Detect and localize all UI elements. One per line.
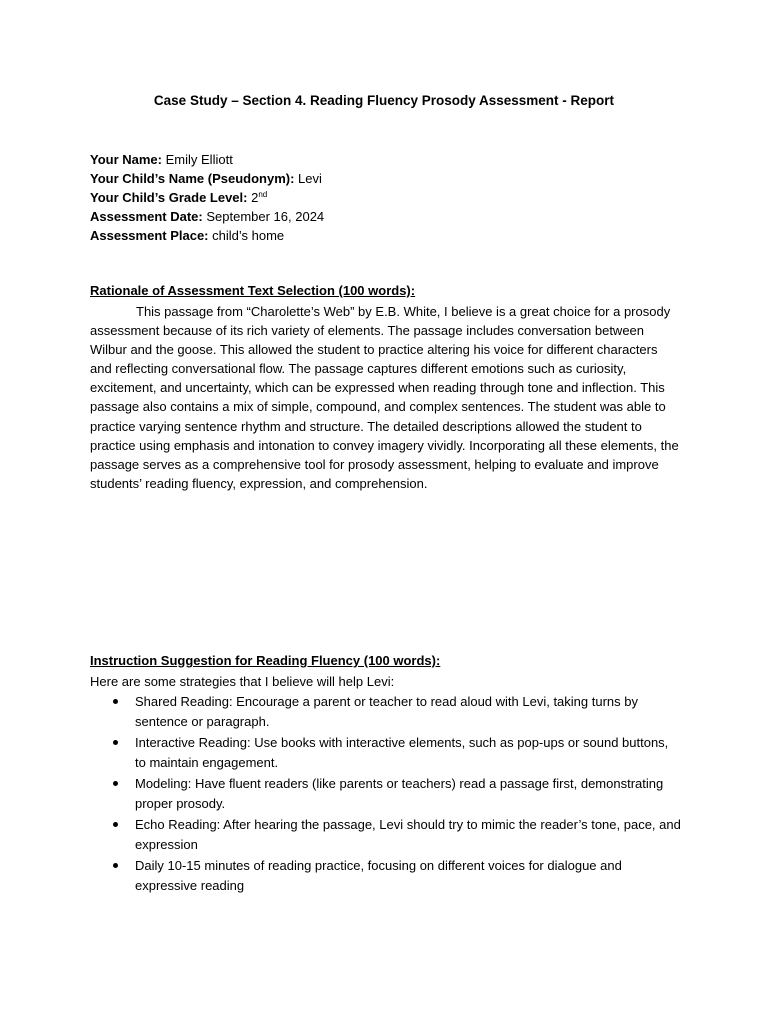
list-item-text: Daily 10-15 minutes of reading practice, focusing on different voices for dialogue and expressive reading xyxy=(135,858,622,893)
rationale-paragraph: This passage from “Charolette’s Web” by E.B. White, I believe is a great choice for a prosody assessment because of its rich variety of elements. The passage includes conversation between Wilbur and the goose. This allowed the student to practice altering his voice for different characters and reflecting conversational flow. The passage captures different emotions such as curiosity, excitement, and uncertainty, which can be expressed when reading through tone and inflection. This passage also contains a mix of simple, compound, and complex sentences. The student was able to practice varying sentence rhythm and structure. The detailed descriptions allowed the student to practice using emphasis and intonation to convey imagery vividly. Incorporating all these elements, the passage serves as a comprehensive tool for prosody assessment, helping to evaluate and improve students’ reading fluency, expression, and comprehension. xyxy=(90,304,679,491)
grade-label: Your Child’s Grade Level: xyxy=(90,190,248,205)
grade-suffix: nd xyxy=(258,190,268,199)
date-value: September 16, 2024 xyxy=(206,209,325,224)
list-item-text: Interactive Reading: Use books with interactive elements, such as pop-ups or sound buttons, to maintain engagement. xyxy=(135,735,669,770)
list-item xyxy=(90,774,682,813)
list-item xyxy=(90,692,682,731)
list-item xyxy=(90,733,682,772)
bullet-icon xyxy=(113,863,118,868)
list-item xyxy=(90,856,682,895)
list-item xyxy=(90,815,682,854)
bullet-icon xyxy=(113,699,118,704)
place-value: child’s home xyxy=(212,228,285,243)
child-name-value: Levi xyxy=(298,171,322,186)
list-item-text: Shared Reading: Encourage a parent or teacher to read aloud with Levi, taking turns by sentence or paragraph. xyxy=(135,694,638,729)
name-value: Emily Elliott xyxy=(165,152,233,167)
instruction-intro: Here are some strategies that I believe will help Levi: xyxy=(90,674,395,689)
info-block xyxy=(90,150,324,245)
instruction-heading: Instruction Suggestion for Reading Fluency (100 words): xyxy=(90,653,441,668)
page-title: Case Study – Section 4. Reading Fluency Prosody Assessment - Report xyxy=(153,93,615,108)
bullet-icon xyxy=(113,822,118,827)
info-row-grade xyxy=(90,188,324,207)
bullet-icon xyxy=(113,740,118,745)
info-row-place xyxy=(90,226,324,245)
child-name-label: Your Child’s Name (Pseudonym): xyxy=(90,171,295,186)
grade-value: 2 xyxy=(251,190,259,205)
place-label: Assessment Place: xyxy=(90,228,209,243)
rationale-heading: Rationale of Assessment Text Selection (100 words): xyxy=(90,283,416,298)
info-row-child xyxy=(90,169,324,188)
bullet-icon xyxy=(113,781,118,786)
strategy-list xyxy=(90,692,682,897)
info-row-name xyxy=(90,150,324,169)
list-item-text: Echo Reading: After hearing the passage, Levi should try to mimic the reader’s tone, pace, and expression xyxy=(135,817,681,852)
date-label: Assessment Date: xyxy=(90,209,203,224)
info-row-date xyxy=(90,207,324,226)
name-label: Your Name: xyxy=(90,152,162,167)
list-item-text: Modeling: Have fluent readers (like parents or teachers) read a passage first, demonstrating proper prosody. xyxy=(135,776,664,811)
